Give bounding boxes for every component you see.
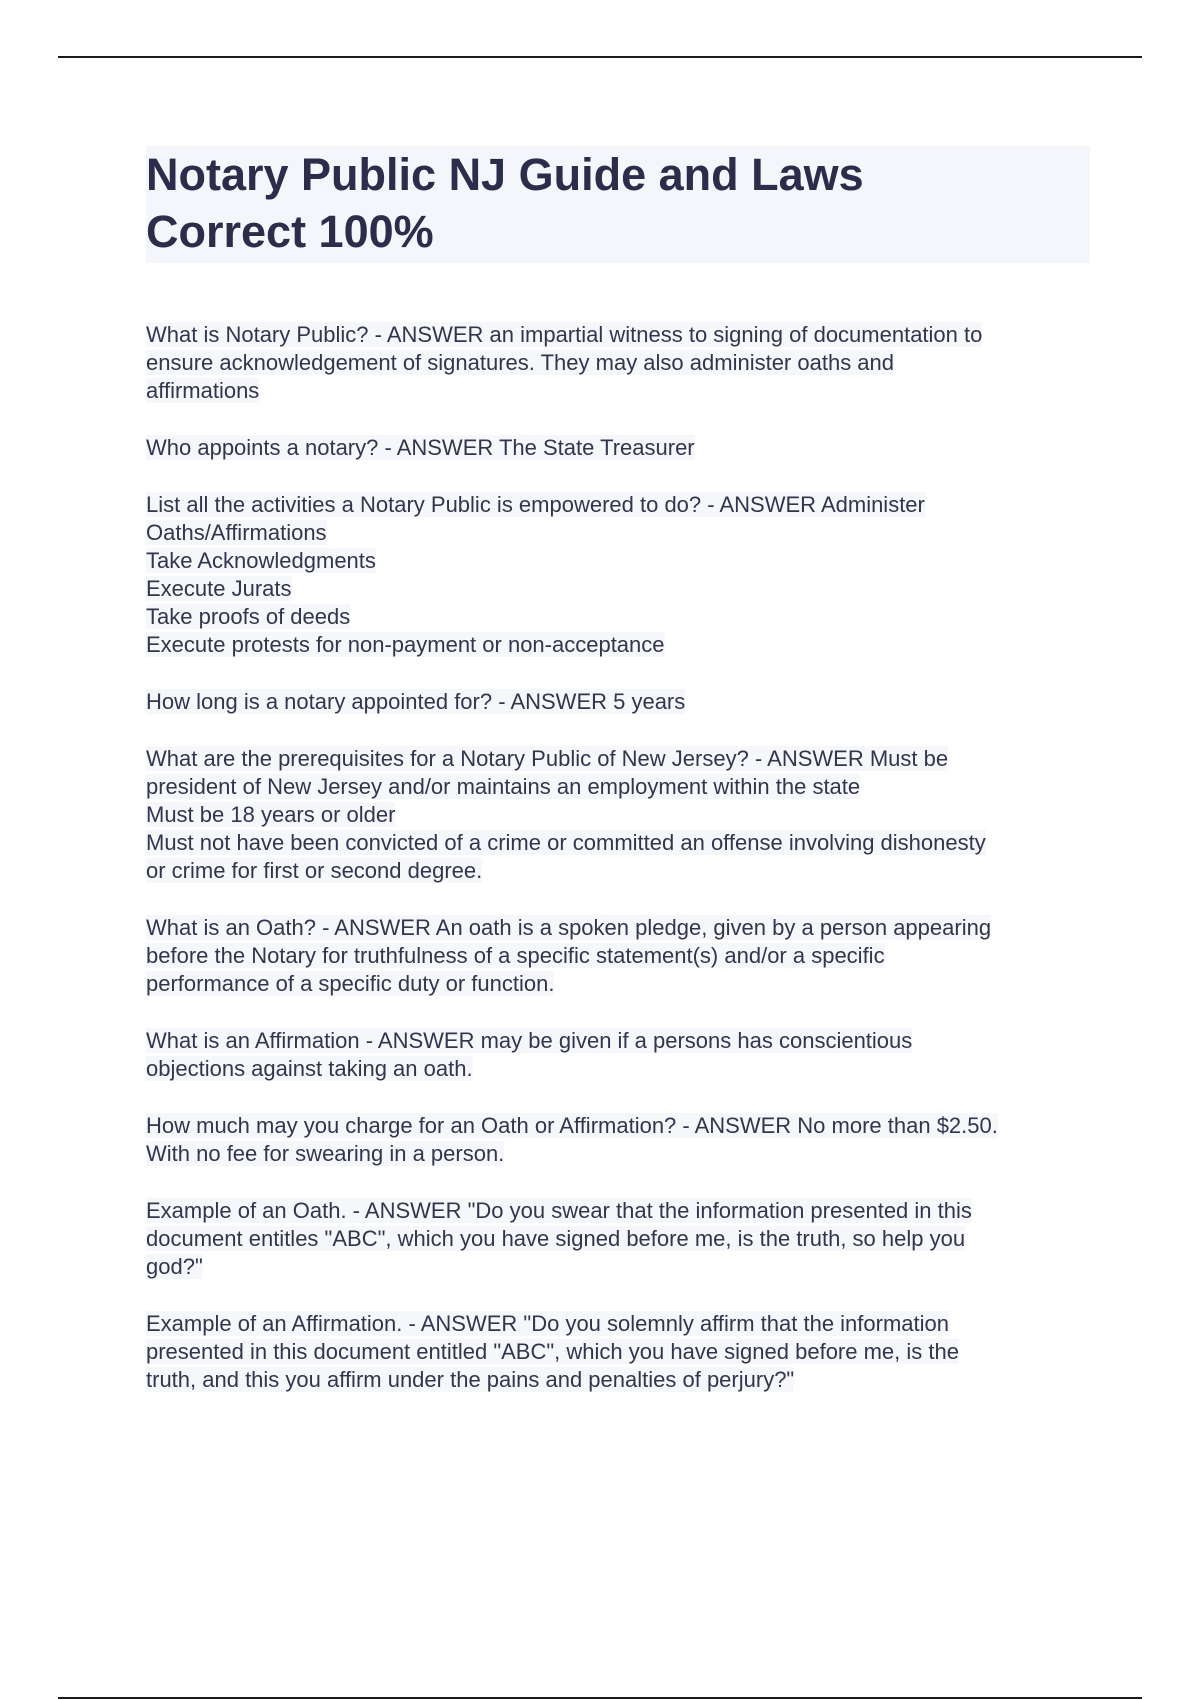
qa-line bbox=[146, 1027, 1090, 1055]
qa-line bbox=[146, 773, 1090, 801]
qa-line-text: president of New Jersey and/or maintains an employment within the state bbox=[146, 774, 861, 799]
qa-line-text: truth, and this you affirm under the pains and penalties of perjury?" bbox=[146, 1367, 795, 1392]
qa-line bbox=[146, 688, 1090, 716]
qa-line-text: What are the prerequisites for a Notary Public of New Jersey? - ANSWER Must be bbox=[146, 746, 949, 771]
qa-line bbox=[146, 829, 1090, 857]
qa-line bbox=[146, 575, 1090, 603]
qa-item bbox=[146, 1027, 1090, 1083]
qa-item bbox=[146, 688, 1090, 716]
qa-line-text: What is an Oath? - ANSWER An oath is a spoken pledge, given by a person appearing bbox=[146, 915, 992, 940]
qa-item bbox=[146, 1310, 1090, 1394]
qa-line-text: Execute Jurats bbox=[146, 576, 292, 601]
title-line-2: Correct 100% bbox=[146, 206, 434, 257]
qa-line bbox=[146, 942, 1090, 970]
qa-line-text: before the Notary for truthfulness of a specific statement(s) and/or a specific bbox=[146, 943, 885, 968]
title-block bbox=[146, 146, 1090, 263]
qa-line-text: Example of an Oath. - ANSWER "Do you swear that the information presented in this bbox=[146, 1198, 972, 1223]
qa-line-text: Execute protests for non-payment or non-acceptance bbox=[146, 632, 665, 657]
qa-line-text: What is Notary Public? - ANSWER an impartial witness to signing of documentation to bbox=[146, 322, 983, 347]
qa-line bbox=[146, 914, 1090, 942]
qa-line-text: ensure acknowledgement of signatures. They may also administer oaths and bbox=[146, 350, 895, 375]
qa-line-text: document entitles "ABC", which you have signed before me, is the truth, so help you bbox=[146, 1226, 966, 1251]
qa-item bbox=[146, 1197, 1090, 1281]
qa-line-text: What is an Affirmation - ANSWER may be given if a persons has conscientious bbox=[146, 1028, 913, 1053]
qa-line-text: Take Acknowledgments bbox=[146, 548, 376, 573]
bottom-divider bbox=[58, 1697, 1142, 1699]
qa-line bbox=[146, 1112, 1090, 1140]
qa-line bbox=[146, 519, 1090, 547]
qa-line-text: or crime for first or second degree. bbox=[146, 858, 483, 883]
qa-list bbox=[146, 321, 1090, 1394]
title-line-1: Notary Public NJ Guide and Laws bbox=[146, 149, 864, 200]
qa-line bbox=[146, 1197, 1090, 1225]
qa-line-text: How much may you charge for an Oath or Affirmation? - ANSWER No more than $2.50. bbox=[146, 1113, 998, 1138]
qa-line-text: Must be 18 years or older bbox=[146, 802, 396, 827]
qa-line bbox=[146, 1055, 1090, 1083]
qa-line bbox=[146, 321, 1090, 349]
qa-line bbox=[146, 1225, 1090, 1253]
qa-line bbox=[146, 1253, 1090, 1281]
qa-line-text: Take proofs of deeds bbox=[146, 604, 351, 629]
qa-line bbox=[146, 801, 1090, 829]
qa-line bbox=[146, 1338, 1090, 1366]
qa-item bbox=[146, 491, 1090, 659]
qa-line bbox=[146, 349, 1090, 377]
qa-line bbox=[146, 631, 1090, 659]
qa-line-text: Must not have been convicted of a crime or committed an offense involving dishonesty bbox=[146, 830, 986, 855]
qa-line bbox=[146, 1310, 1090, 1338]
top-divider bbox=[58, 56, 1142, 58]
qa-line-text: affirmations bbox=[146, 378, 260, 403]
document-body bbox=[146, 146, 1090, 1423]
qa-line bbox=[146, 1140, 1090, 1168]
qa-line-text: Oaths/Affirmations bbox=[146, 520, 327, 545]
qa-line bbox=[146, 491, 1090, 519]
qa-line bbox=[146, 857, 1090, 885]
qa-line-text: performance of a specific duty or function. bbox=[146, 971, 555, 996]
qa-item bbox=[146, 745, 1090, 885]
qa-line bbox=[146, 434, 1090, 462]
qa-line bbox=[146, 970, 1090, 998]
qa-item bbox=[146, 1112, 1090, 1168]
qa-line-text: List all the activities a Notary Public is empowered to do? - ANSWER Administer bbox=[146, 492, 925, 517]
qa-line-text: presented in this document entitled "ABC", which you have signed before me, is the bbox=[146, 1339, 959, 1364]
qa-line-text: god?" bbox=[146, 1254, 203, 1279]
qa-line-text: How long is a notary appointed for? - ANSWER 5 years bbox=[146, 689, 686, 714]
qa-line bbox=[146, 377, 1090, 405]
qa-line-text: Example of an Affirmation. - ANSWER "Do you solemnly affirm that the information bbox=[146, 1311, 949, 1336]
qa-line-text: objections against taking an oath. bbox=[146, 1056, 473, 1081]
qa-item bbox=[146, 321, 1090, 405]
qa-line bbox=[146, 745, 1090, 773]
qa-line-text: With no fee for swearing in a person. bbox=[146, 1141, 505, 1166]
qa-line-text: Who appoints a notary? - ANSWER The State Treasurer bbox=[146, 435, 695, 460]
qa-item bbox=[146, 434, 1090, 462]
qa-line bbox=[146, 603, 1090, 631]
qa-line bbox=[146, 1366, 1090, 1394]
qa-item bbox=[146, 914, 1090, 998]
document-title bbox=[146, 146, 1080, 260]
qa-line bbox=[146, 547, 1090, 575]
